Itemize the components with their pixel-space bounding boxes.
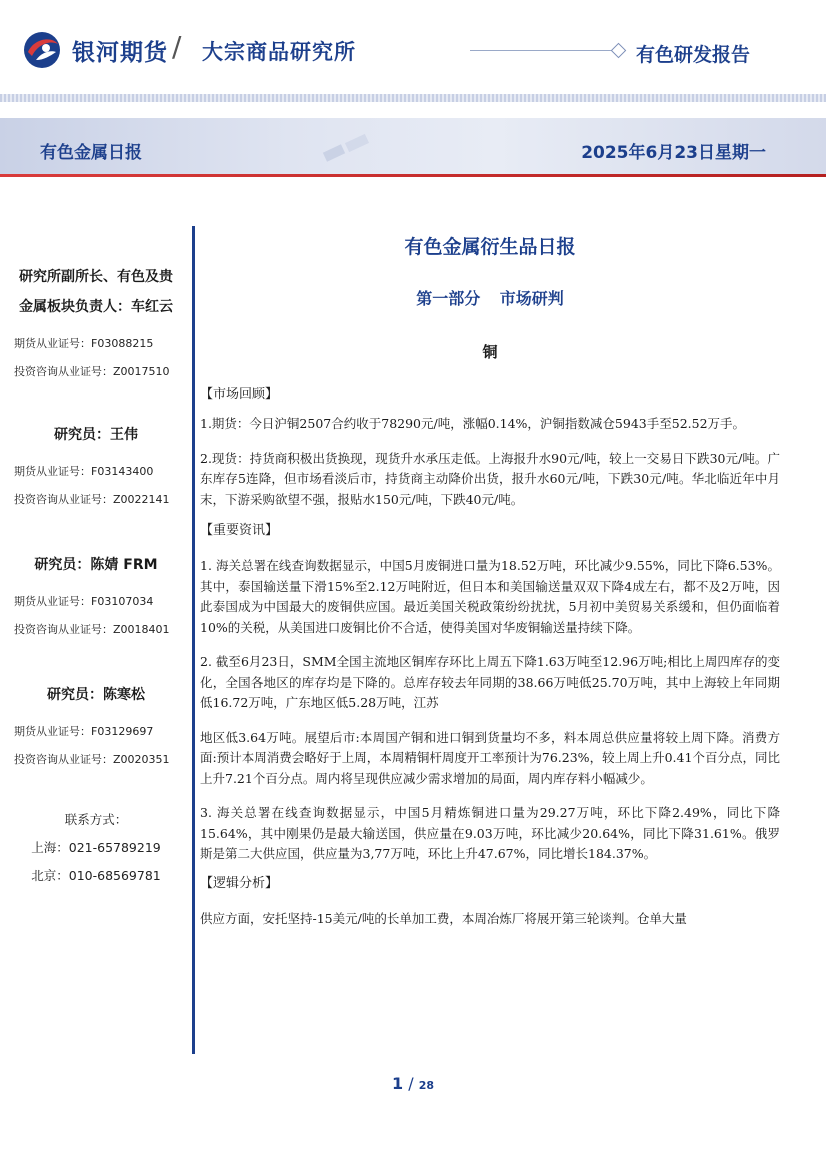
consult-cert: 投资咨询从业证号：Z0020351 — [14, 753, 170, 766]
futures-cert: 期货从业证号：F03129697 — [14, 725, 154, 738]
decorative-shape-icon — [318, 128, 378, 172]
page-separator: / — [408, 1074, 414, 1093]
futures-cert: 期货从业证号：F03107034 — [14, 595, 154, 608]
page-header — [0, 0, 826, 94]
brand-name: 银河期货 — [72, 40, 168, 66]
futures-cert: 期货从业证号：F03143400 — [14, 465, 154, 478]
paragraph: 1.期货：今日沪铜2507合约收于78290元/吨，涨幅0.14%，沪铜指数减仓5943手至52.52万手。 — [200, 416, 746, 431]
author-block — [0, 420, 192, 514]
consult-cert: 投资咨询从业证号：Z0022141 — [14, 493, 170, 506]
author-title: 研究所副所长、有色及贵 — [19, 269, 173, 285]
author-block — [0, 550, 192, 644]
institute-name: 大宗商品研究所 — [202, 40, 356, 64]
consult-cert: 投资咨询从业证号：Z0017510 — [14, 365, 170, 378]
author-title: 研究员：王伟 — [54, 427, 138, 443]
section-heading: 第一部分 市场研判 — [416, 289, 564, 308]
contact-shanghai: 上海：021-65789219 — [31, 840, 161, 855]
paragraph: 1. 海关总署在线查询数据显示，中国5月废铜进口量为18.52万吨，环比减少9.55%，同比下降6.53%。其中，泰国输送量下滑15%至2.12万吨附近，但日本和美国输送量双双下降4成左右，都不及2万吨，因此泰国成为中国最大的废铜供应国。最近美国关税政策纷纷扰扰，5月初中美贸易关系缓和，但仍面临着10%的关税，从美国进口废铜比价不合适，使得美国对华废铜输送量持续下降。 — [200, 558, 780, 635]
contact-beijing: 北京：010-68569781 — [31, 868, 161, 883]
paragraph: 3. 海关总署在线查询数据显示，中国5月精炼铜进口量为29.27万吨，环比下降2.49%，同比下降15.64%，其中刚果仍是最大输送国，供应量在9.03万吨，环比减少20.64%，同比下降31.61%。俄罗斯是第二大供应国，供应量为3,77万吨，环比上升47.67%，同比增长184.37%。 — [200, 805, 780, 861]
header-rule — [470, 50, 620, 51]
futures-cert: 期货从业证号：F03088215 — [14, 337, 154, 350]
author-sidebar — [0, 262, 192, 890]
author-title: 研究员：陈寒松 — [47, 687, 145, 703]
galaxy-logo-icon — [22, 30, 62, 70]
consult-cert: 投资咨询从业证号：Z0018401 — [14, 623, 170, 636]
document-title: 有色金属衍生品日报 — [404, 236, 576, 258]
column-divider — [192, 226, 195, 1054]
paragraph: 2.现货：持货商积极出货换现，现货升水承压走低。上海报升水90元/吨，较上一交易日下跌30元/吨。广东库存5连降，但市场看淡后市，持货商主动降价出货，报升水60元/吨，下跌30元/吨。华北临近年中月末，下游采购欲望不强，报贴水150元/吨，下跌40元/吨。 — [200, 450, 780, 507]
total-pages: 28 — [418, 1079, 435, 1092]
page-number — [0, 1074, 826, 1093]
logic-tag: 【逻辑分析】 — [200, 875, 279, 891]
news-tag: 【重要资讯】 — [200, 523, 279, 538]
author-block — [0, 262, 192, 386]
red-rule — [0, 174, 826, 177]
report-name: 有色金属日报 — [40, 143, 142, 163]
diamond-icon — [611, 43, 627, 59]
subject-heading: 铜 — [482, 343, 498, 361]
contact-block — [0, 806, 192, 890]
current-page: 1 — [391, 1074, 404, 1093]
author-title: 研究员：陈婧 FRM — [34, 557, 158, 573]
market-review-tag: 【市场回顾】 — [200, 387, 279, 402]
report-date: 2025年6月23日星期一 — [581, 143, 766, 163]
paragraph: 供应方面，安托坚持-15美元/吨的长单加工费，本周冶炼厂将展开第三轮谈判。仓单大量 — [200, 910, 687, 926]
contact-label: 联系方式： — [64, 812, 128, 827]
decorative-stripe — [0, 94, 826, 102]
paragraph: 2. 截至6月23日，SMM全国主流地区铜库存环比上周五下降1.63万吨至12.96万吨;相比上周四库存的变化，全国各地区的库存均是下降的。总库存较去年同期的38.66万吨低25.70万吨，其中上海较上年同期低16.72万吨，广东地区低5.28万吨，江苏 — [200, 654, 780, 710]
main-content — [200, 226, 780, 929]
paragraph: 地区低3.64万吨。展望后市:本周国产铜和进口铜到货量均不多，料本周总供应量将较上周下降。消费方面:预计本周消费会略好于上周，本周精铜杆周度开工率预计为76.23%，较上周上升0.41个百分点，同比上升7.21个百分点。周内将呈现供应减少需求增加的局面，周内库存料小幅减少。 — [200, 729, 780, 786]
author-block — [0, 680, 192, 774]
brand-divider: / — [172, 30, 182, 63]
author-title: 金属板块负责人：车红云 — [19, 299, 173, 315]
report-type: 有色研发报告 — [636, 44, 751, 66]
